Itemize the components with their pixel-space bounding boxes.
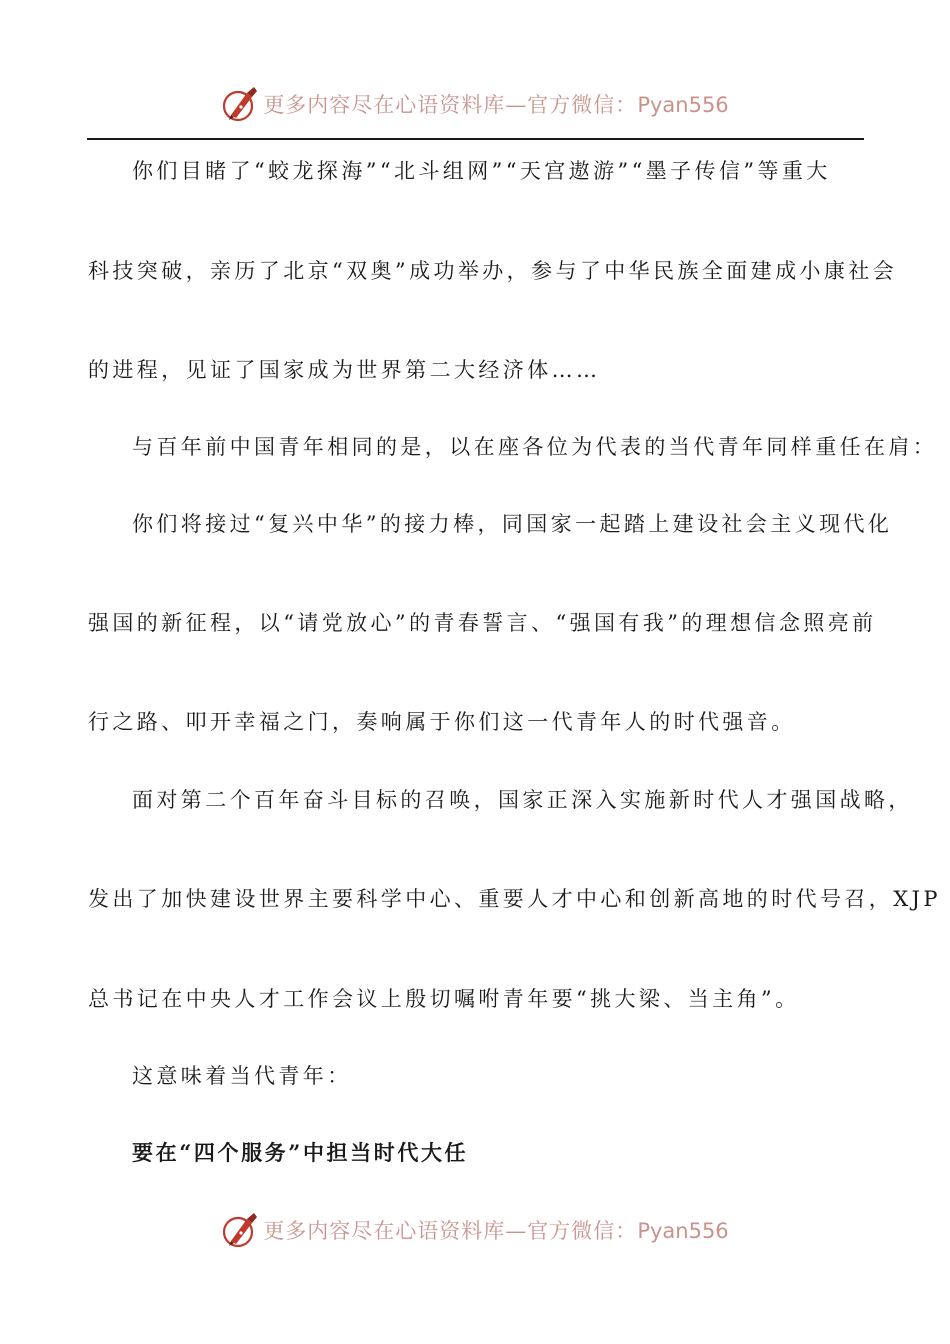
paragraph-line: 这意味着当代青年： (132, 1064, 352, 1088)
pen-nib-logo-icon (221, 85, 259, 123)
paragraph-line: 面对第二个百年奋斗目标的召唤，国家正深入实施新时代人才强国战略， (132, 788, 913, 812)
paragraph-line: 科技突破，亲历了北京“双奥”成功举办，参与了中华民族全面建成小康社会 (88, 259, 898, 283)
wechat-id: Pyan556 (637, 1219, 729, 1243)
pen-nib-logo-icon (221, 1211, 259, 1249)
paragraph-line: 强国的新征程，以“请党放心”的青春誓言、“强国有我”的理想信念照亮前 (88, 611, 877, 635)
section-heading: 要在“四个服务”中担当时代大任 (132, 1140, 469, 1165)
header-banner-text: 更多内容尽在心语资料库—官方微信：Pyan556 (263, 93, 729, 117)
header-banner (0, 82, 950, 126)
paragraph-line: 你们将接过“复兴中华”的接力棒，同国家一起踏上建设社会主义现代化 (132, 512, 893, 536)
wechat-id: Pyan556 (637, 93, 729, 117)
header-divider (87, 138, 864, 140)
footer-banner (0, 1208, 950, 1252)
paragraph-line: 发出了加快建设世界主要科学中心、重要人才中心和创新高地的时代号召，XJP (88, 887, 941, 911)
paragraph-line: 总书记在中央人才工作会议上殷切嘱咐青年要“挑大梁、当主角”。 (88, 987, 800, 1011)
paragraph-line: 行之路、叩开幸福之门，奏响属于你们这一代青年人的时代强音。 (88, 710, 796, 734)
footer-banner-text: 更多内容尽在心语资料库—官方微信：Pyan556 (263, 1219, 729, 1243)
paragraph-line: 的进程，见证了国家成为世界第二大经济体…… (88, 358, 601, 382)
paragraph-line: 与百年前中国青年相同的是，以在座各位为代表的当代青年同样重任在肩： (132, 435, 938, 459)
paragraph-line: 你们目睹了“蛟龙探海”“北斗组网”“天宫遨游”“墨子传信”等重大 (132, 159, 831, 183)
